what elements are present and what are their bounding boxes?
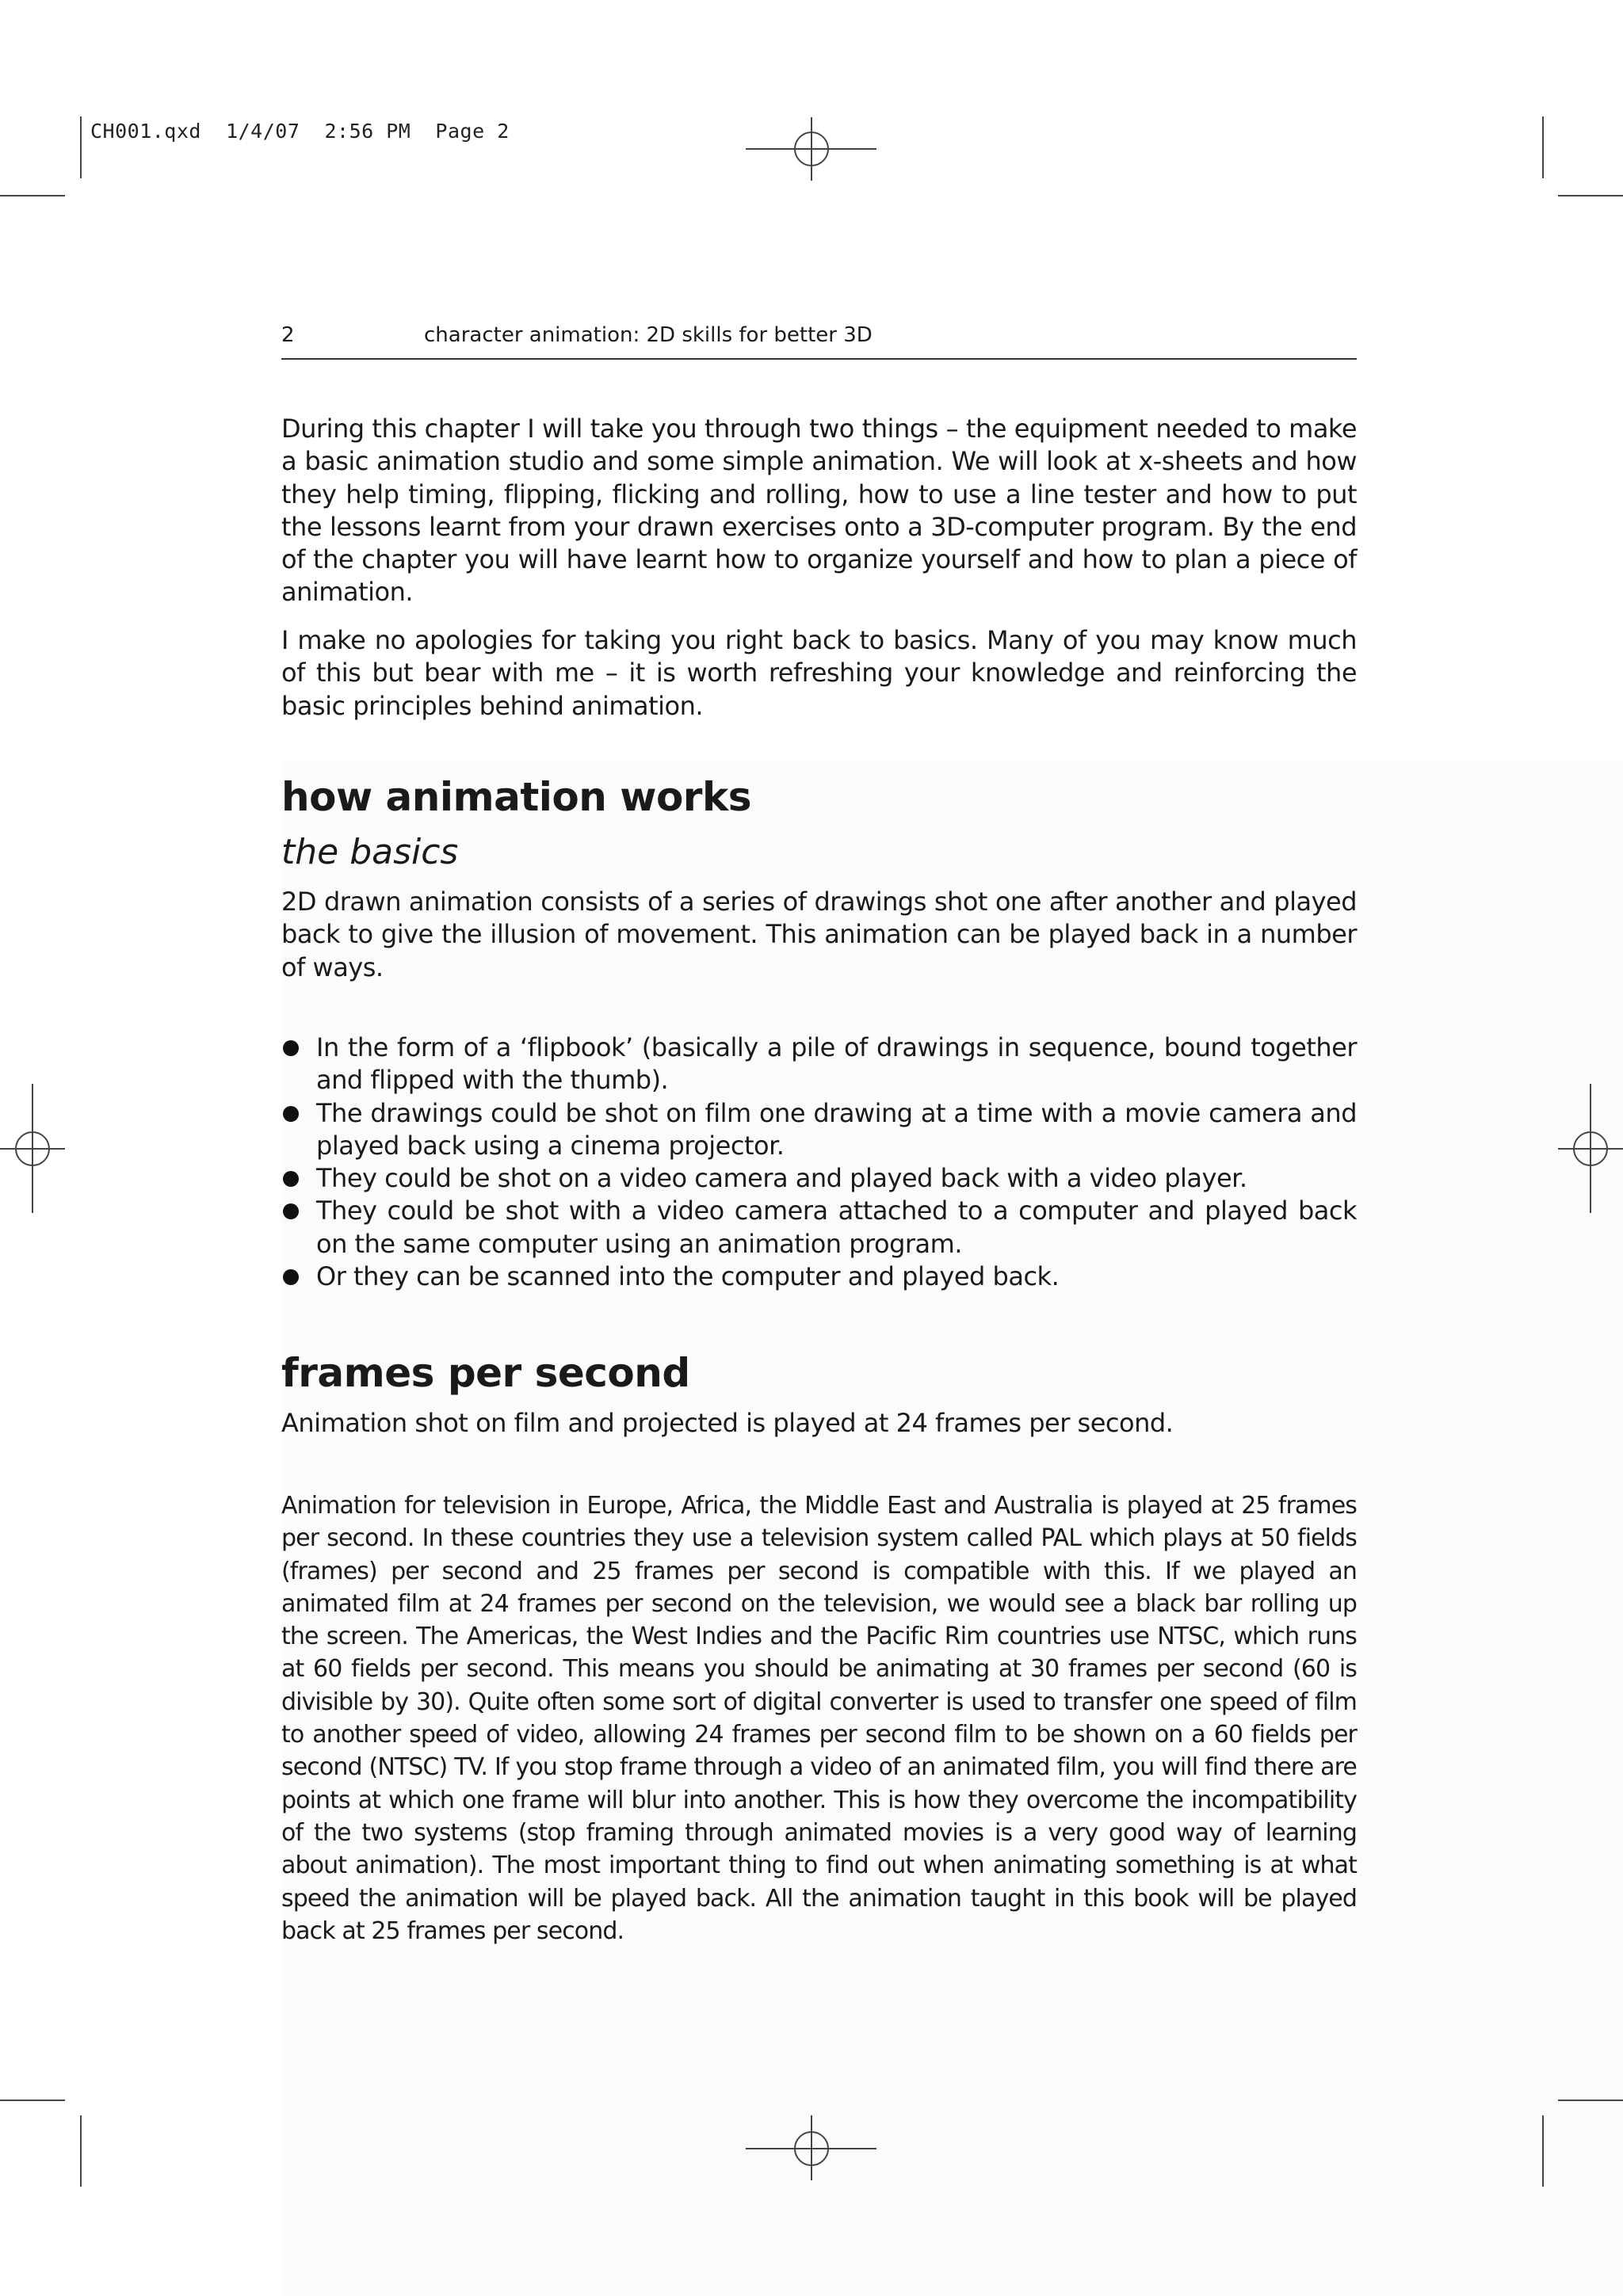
list-item: In the form of a ‘flipbook’ (basically a pile of drawings in sequence, bound together and flipped with the thumb). [281, 1032, 1357, 1097]
crop-mark [0, 2100, 65, 2101]
playback-methods-list [281, 1032, 1357, 1293]
list-item: Or they can be scanned into the computer and played back. [281, 1261, 1357, 1293]
bullet-icon [283, 1040, 299, 1056]
crop-mark [1558, 195, 1623, 196]
intro-paragraph-2: I make no apologies for taking you right back to basics. Many of you may know much of this but bear with me – it is worth refreshing your knowledge and reinforcing the basic principles behind animation. [281, 625, 1357, 721]
section-heading-frames-per-second: frames per second [281, 1350, 690, 1396]
crop-mark [0, 195, 65, 196]
crop-mark [1558, 2100, 1623, 2101]
basics-paragraph: 2D drawn animation consists of a series of drawings shot one after another and played back to give the illusion of movement. This animation can be played back in a number of ways. [281, 887, 1357, 982]
bullet-icon [283, 1269, 299, 1285]
section-heading-how-animation-works: how animation works [281, 774, 751, 820]
list-item: They could be shot on a video camera and played back with a video player. [281, 1162, 1357, 1195]
printer-slug-line: CH001.qxd 1/4/07 2:56 PM Page 2 [90, 120, 510, 143]
bullet-icon [283, 1106, 299, 1122]
bullet-icon [283, 1203, 299, 1219]
crop-mark [1542, 116, 1544, 178]
subheading-the-basics: the basics [281, 832, 459, 872]
crop-mark [80, 2115, 82, 2187]
crop-mark [80, 116, 82, 178]
intro-paragraph-1: During this chapter I will take you through two things – the equipment needed to make a basic animation studio and some simple animation. We will look at x-sheets and how they help timing, flipping, flicking and rolling, how to use a line tester and how to put the lessons learnt from your drawn exercises onto a 3D-computer program. By the end of the chapter you will have learnt how to organize yourself and how to plan a piece of animation. [281, 414, 1357, 608]
page-number: 2 [281, 323, 295, 347]
bullet-icon [283, 1171, 299, 1187]
list-item: They could be shot with a video camera attached to a computer and played back on the same computer using an animation program. [281, 1195, 1357, 1261]
fps-paragraph-2: Animation for television in Europe, Africa, the Middle East and Australia is played at 25 frames per second. In these countries they use a television system called PAL which plays at 50 fields (frames) per second and 25 frames per second is compatible with this. If we played an animated film at 24 frames per second on the television, we would see a black bar rolling up the screen. The Americas, the West Indies and the Pacific Rim countries use NTSC, which runs at 60 fields per second. This means you should be animating at 30 frames per second (60 is divisible by 30). Quite often some sort of digital converter is used to transfer one speed of film to another speed of video, allowing 24 frames per second film to be shown on a 60 fields per second (NTSC) TV. If you stop frame through a video of an animated film, you will find there are points at which one frame will blur into another. This is how they overcome the incompatibility of the two systems (stop framing through animated movies is a very good way of learning about animation). The most important thing to find out when animating something is at what speed the animation will be played back. All the animation taught in this book will be played back at 25 frames per second. [281, 1492, 1357, 1945]
crop-mark [1542, 2115, 1544, 2187]
running-head [281, 323, 1357, 360]
book-title: character animation: 2D skills for better 3D [424, 323, 873, 347]
fps-paragraph-1: Animation shot on film and projected is played at 24 frames per second. [281, 1408, 1174, 1438]
list-item: The drawings could be shot on film one drawing at a time with a movie camera and played back using a cinema projector. [281, 1097, 1357, 1163]
